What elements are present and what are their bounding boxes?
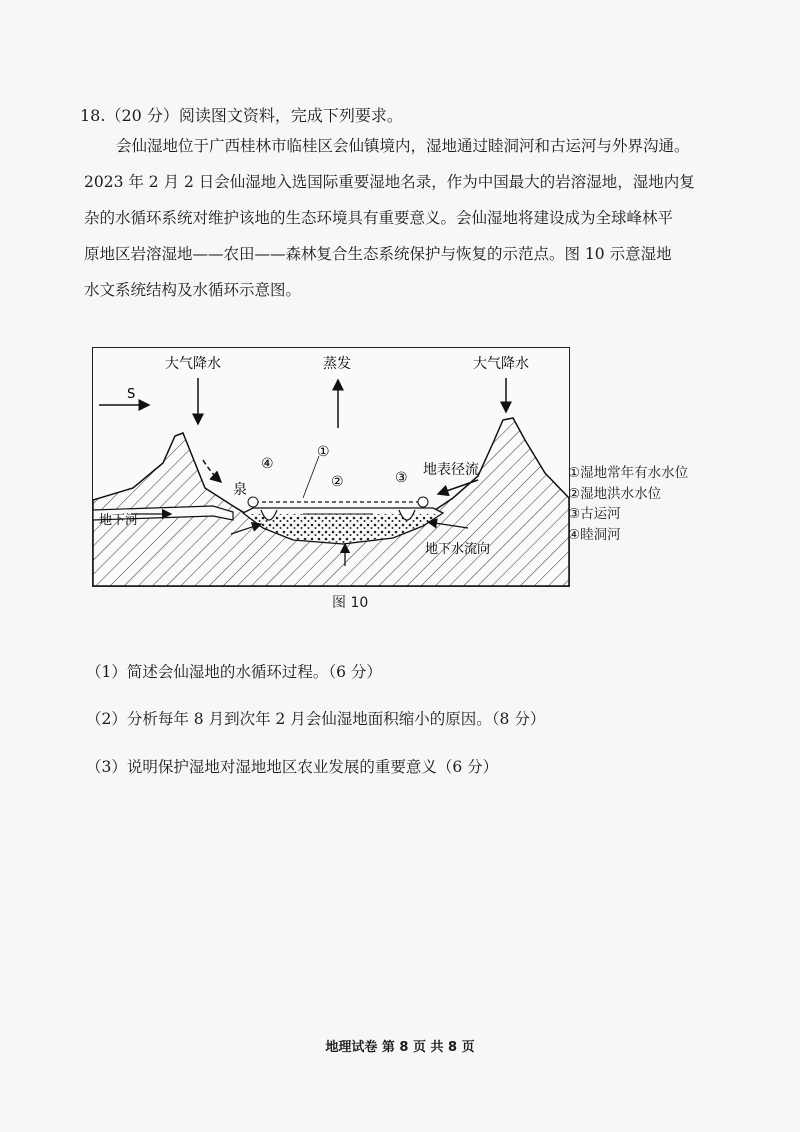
sub-question-3: （3）说明保护湿地对湿地地区农业发展的重要意义（6 分） xyxy=(86,758,499,776)
legend-item-3: ③古运河 xyxy=(568,506,621,522)
spring-label: 泉 xyxy=(233,482,247,498)
sub-question-1: （1）简述会仙湿地的水循环过程。（6 分） xyxy=(86,663,382,681)
spring-right xyxy=(418,497,428,507)
paragraph-line-3: 杂的水循环系统对维护该地的生态环境具有重要意义。会仙湿地将建设成为全球峰林平 xyxy=(84,209,674,227)
mark-2-label: ② xyxy=(331,474,344,490)
south-label: S xyxy=(127,387,136,402)
legend-item-2: ②湿地洪水水位 xyxy=(568,485,662,502)
spring-left xyxy=(248,497,258,507)
paragraph-line-1: 会仙湿地位于广西桂林市临桂区会仙镇境内，湿地通过睦洞河和古运河与外界沟通。 xyxy=(116,137,690,155)
paragraph-line-2: 2023 年 2 月 2 日会仙湿地入选国际重要湿地名录，作为中国最大的岩溶湿地，湿地内复 xyxy=(84,173,695,191)
figure-caption: 图 10 xyxy=(332,595,369,611)
underground-river-label: 地下河 xyxy=(99,513,139,528)
precip-left-label: 大气降水 xyxy=(165,356,221,372)
paragraph-line-5: 水文系统结构及水循环示意图。 xyxy=(84,281,302,299)
page-footer: 地理试卷 第 8 页 共 8 页 xyxy=(325,1040,475,1055)
legend-item-4: ④睦洞河 xyxy=(568,526,621,543)
mark-4-label: ④ xyxy=(261,456,274,472)
slope-runoff-arrow xyxy=(203,460,221,482)
paragraph-line-4: 原地区岩溶湿地——农田——森林复合生态系统保护与恢复的示范点。图 10 示意湿地 xyxy=(84,245,672,263)
mark-1-label: ① xyxy=(317,444,330,460)
legend-item-1: ①湿地常年有水水位 xyxy=(568,465,689,481)
karst-rock xyxy=(93,418,569,586)
groundwater-flow-label: 地下水流向 xyxy=(425,542,491,557)
precip-right-label: 大气降水 xyxy=(473,356,529,372)
wetland-diagram xyxy=(92,347,570,587)
surface-runoff-label: 地表径流 xyxy=(423,462,479,478)
wetland-diagram-svg xyxy=(93,348,569,586)
question-title: 18.（20 分）阅读图文资料，完成下列要求。 xyxy=(80,106,403,125)
figure-legend xyxy=(568,463,688,545)
sub-question-2: （2）分析每年 8 月到次年 2 月会仙湿地面积缩小的原因。（8 分） xyxy=(86,710,546,728)
mark-3-label: ③ xyxy=(395,470,408,486)
evaporation-label: 蒸发 xyxy=(323,356,351,372)
